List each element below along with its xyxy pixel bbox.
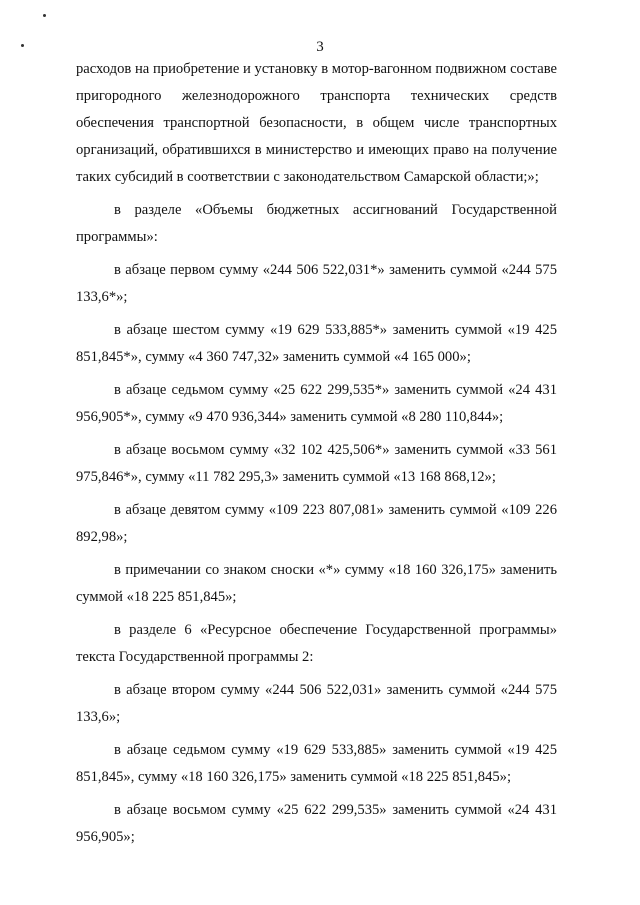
paragraph: в абзаце первом сумму «244 506 522,031*» заменить суммой «244 575 133,6*»; — [76, 262, 557, 305]
paragraph: в разделе 6 «Ресурсное обеспечение Государственной программы» текста Государственной программы 2: — [76, 622, 557, 665]
paragraph: в абзаце седьмом сумму «19 629 533,885» заменить суммой «19 425 851,845», сумму «18 160 326,175» заменить суммой «18 225 851,845»; — [76, 742, 557, 785]
paragraph: расходов на приобретение и установку в мотор-вагонном подвижном составе пригородного железнодорожного транспорта технических средств обеспечения транспортной безопасности, в общем числе транспортных организаций, обратившихся в министерство и имеющих право на получение таких субсидий в соответствии с законодательством Самарской области;»; — [76, 61, 557, 185]
page-number: 3 — [316, 39, 324, 55]
paragraph: в абзаце восьмом сумму «25 622 299,535» заменить суммой «24 431 956,905»; — [76, 802, 557, 845]
paragraph: в абзаце втором сумму «244 506 522,031» заменить суммой «244 575 133,6»; — [76, 682, 557, 725]
paragraph: в абзаце девятом сумму «109 223 807,081» заменить суммой «109 226 892,98»; — [76, 502, 557, 545]
paragraph: в примечании со знаком сноски «*» сумму «18 160 326,175» заменить суммой «18 225 851,845»; — [76, 562, 557, 605]
paragraph: в абзаце седьмом сумму «25 622 299,535*» заменить суммой «24 431 956,905*», сумму «9 470 936,344» заменить суммой «8 280 110,844»; — [76, 382, 557, 425]
paragraph: в абзаце восьмом сумму «32 102 425,506*» заменить суммой «33 561 975,846*», сумму «11 782 295,3» заменить суммой «13 168 868,12»; — [76, 442, 557, 485]
scan-speck — [43, 14, 46, 17]
paragraph: в разделе «Объемы бюджетных ассигнований Государственной программы»: — [76, 202, 557, 245]
paragraph: в абзаце шестом сумму «19 629 533,885*» заменить суммой «19 425 851,845*», сумму «4 360 747,32» заменить суммой «4 165 000»; — [76, 322, 557, 365]
document-body — [76, 56, 557, 851]
